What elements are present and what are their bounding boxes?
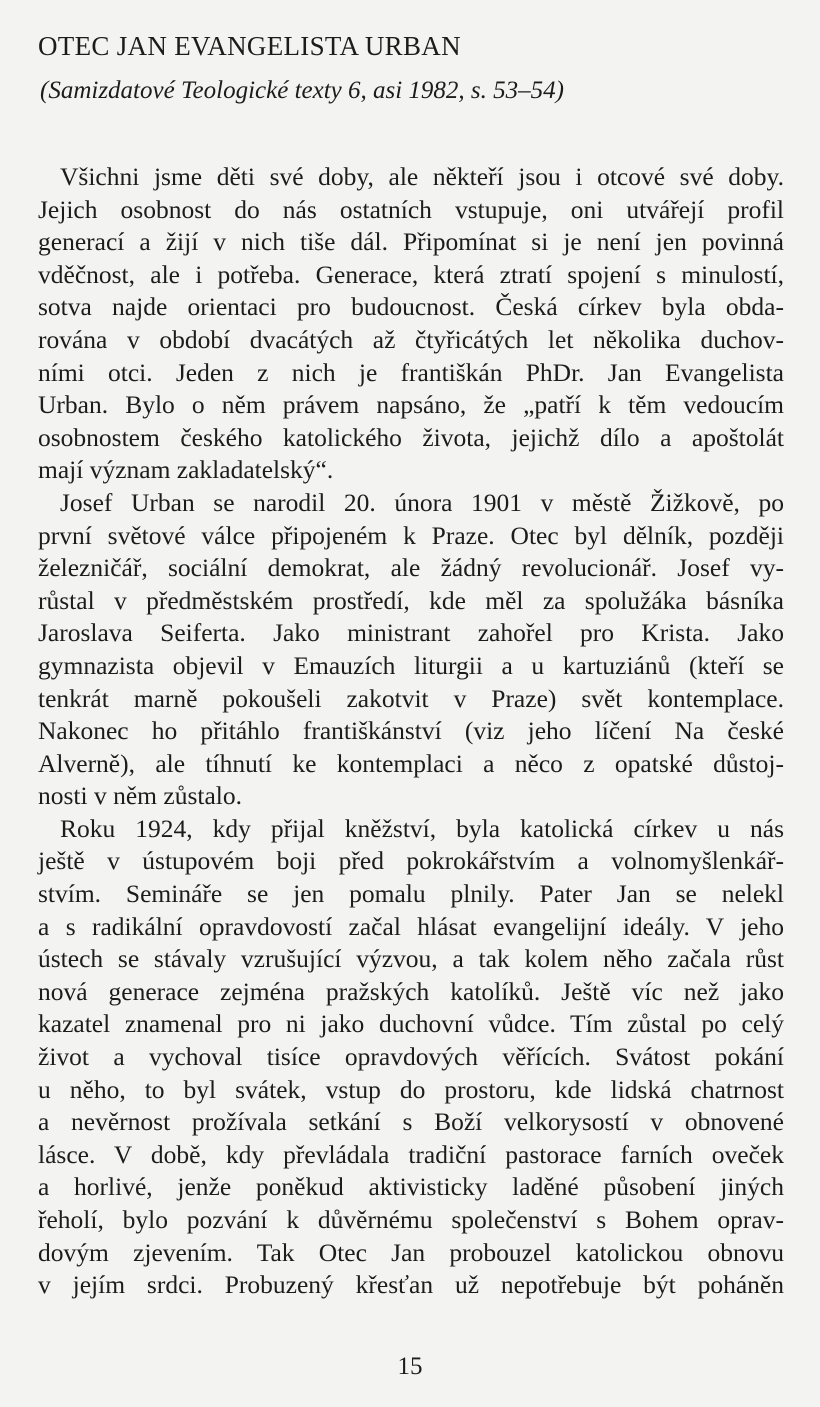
text-line: ústech se stávaly vzrušující výzvou, a tak kolem něho začala růst [38, 944, 784, 974]
text-line: nová generace zejména pražských katolíků. Ještě víc než jako [38, 976, 784, 1006]
text-line: Jaroslava Seiferta. Jako ministrant zahořel pro Krista. Jako [38, 618, 784, 648]
text-line: Jejich osobnost do nás ostatních vstupuje, oni utvářejí profil [38, 194, 784, 224]
text-line: ještě v ústupovém boji před pokrokářstvím a volnomyšlenkář- [38, 846, 784, 876]
body-text [38, 161, 784, 1302]
text-line: Nakonec ho přitáhlo františkánství (viz jeho líčení Na české [38, 716, 784, 746]
text-line: život a vychoval tisíce opravdových věřících. Svátost pokání [38, 1042, 784, 1072]
text-line: Urban. Bylo o něm právem napsáno, že „patří k těm vedoucím [38, 390, 784, 420]
text-line: stvím. Semináře se jen pomalu plnily. Pater Jan se nelekl [38, 879, 784, 909]
text-line: Alverně), ale tíhnutí ke kontemplaci a něco z opatské důstoj- [38, 748, 784, 778]
document-title: OTEC JAN EVANGELISTA URBAN [38, 31, 461, 61]
text-line: růstal v předměstském prostředí, kde měl za spolužáka básníka [38, 585, 784, 615]
text-line: u něho, to byl svátek, vstup do prostoru, kde lidská chatrnost [38, 1074, 784, 1104]
text-line: nosti v něm zůstalo. [38, 781, 242, 811]
text-line: lásce. V době, kdy převládala tradiční pastorace farních oveček [38, 1139, 784, 1169]
text-line: železničář, sociální demokrat, ale žádný revolucionář. Josef vy- [38, 553, 784, 583]
text-line: v jejím srdci. Probuzený křesťan už nepotřebuje být poháněn [38, 1270, 784, 1300]
text-line: mají význam zakladatelský“. [38, 455, 334, 485]
text-line: řeholí, bylo pozvání k důvěrnému společenství s Bohem oprav- [38, 1205, 784, 1234]
text-line: Roku 1924, kdy přijal kněžství, byla katolická církev u nás [60, 813, 784, 843]
text-line: ními otci. Jeden z nich je františkán PhDr. Jan Evangelista [38, 357, 784, 387]
text-line: Všichni jsme děti své doby, ale někteří jsou i otcové své doby. [60, 162, 784, 191]
text-line: dovým zjevením. Tak Otec Jan probouzel katolickou obnovu [38, 1237, 784, 1267]
text-line: vděčnost, ale i potřeba. Generace, která ztratí spojení s minulostí, [38, 259, 784, 289]
text-line: a horlivé, jenže poněkud aktivisticky laděné působení jiných [38, 1172, 784, 1202]
text-line: a s radikální opravdovostí začal hlásat evangelijní ideály. V jeho [38, 911, 784, 941]
text-line: gymnazista objevil v Emauzích liturgii a u kartuziánů (kteří se [38, 650, 784, 680]
text-line: tenkrát marně pokoušeli zakotvit v Praze) svět kontemplace. [38, 683, 784, 713]
page-number: 15 [397, 1353, 423, 1380]
text-line: Josef Urban se narodil 20. února 1901 v městě Žižkově, po [60, 487, 784, 517]
text-line: a nevěrnost prožívala setkání s Boží velkorysostí v obnovené [38, 1107, 784, 1137]
text-line: první světové válce připojeném k Praze. Otec byl dělník, později [38, 520, 784, 550]
text-line: kazatel znamenal pro ni jako duchovní vůdce. Tím zůstal po celý [38, 1009, 784, 1039]
text-line: rována v období dvacátých až čtyřicátých let několika duchov- [38, 324, 784, 354]
text-line: generací a žijí v nich tiše dál. Připomínat si je není jen povinná [38, 227, 784, 257]
source-citation: (Samizdatové Teologické texty 6, asi 1982, s. 53–54) [40, 77, 564, 104]
text-line: osobnostem českého katolického života, jejichž dílo a apoštolát [38, 422, 784, 452]
text-line: sotva najde orientaci pro budoucnost. Česká církev byla obda- [38, 292, 784, 322]
